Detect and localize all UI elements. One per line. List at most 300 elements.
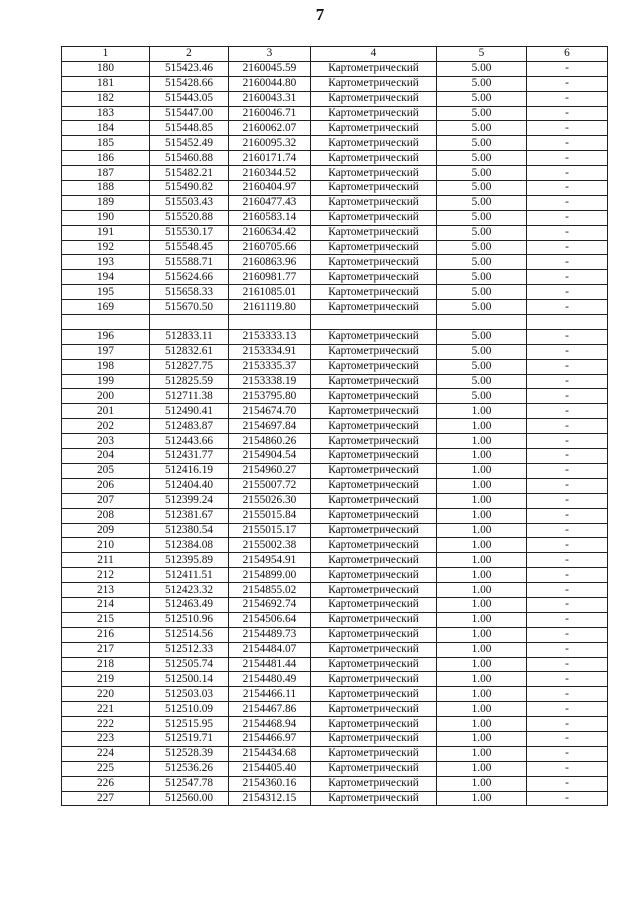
method-cell: Картометрический xyxy=(311,553,437,568)
x-coordinate-cell: 512404.40 xyxy=(150,478,229,493)
accuracy-cell: 5.00 xyxy=(437,270,527,285)
point-number-cell: 188 xyxy=(62,181,150,196)
method-cell: Картометрический xyxy=(311,76,437,91)
empty-cell xyxy=(62,315,150,330)
accuracy-cell: 1.00 xyxy=(437,612,527,627)
method-cell: Картометрический xyxy=(311,136,437,151)
accuracy-cell: 5.00 xyxy=(437,76,527,91)
y-coordinate-cell: 2154904.54 xyxy=(229,449,311,464)
x-coordinate-cell: 512510.96 xyxy=(150,612,229,627)
point-number-cell: 203 xyxy=(62,434,150,449)
y-coordinate-cell: 2160043.31 xyxy=(229,91,311,106)
point-number-cell: 223 xyxy=(62,731,150,746)
note-cell: - xyxy=(527,91,608,106)
x-coordinate-cell: 515443.05 xyxy=(150,91,229,106)
note-cell: - xyxy=(527,389,608,404)
note-cell: - xyxy=(527,210,608,225)
table-row xyxy=(62,687,608,702)
accuracy-cell: 1.00 xyxy=(437,731,527,746)
note-cell: - xyxy=(527,374,608,389)
method-cell: Картометрический xyxy=(311,195,437,210)
y-coordinate-cell: 2154360.16 xyxy=(229,776,311,791)
point-number-cell: 181 xyxy=(62,76,150,91)
point-number-cell: 195 xyxy=(62,285,150,300)
x-coordinate-cell: 512431.77 xyxy=(150,449,229,464)
note-cell: - xyxy=(527,255,608,270)
table-row xyxy=(62,61,608,76)
method-cell: Картометрический xyxy=(311,404,437,419)
table-row xyxy=(62,240,608,255)
x-coordinate-cell: 512827.75 xyxy=(150,359,229,374)
table-row xyxy=(62,523,608,538)
method-cell: Картометрический xyxy=(311,702,437,717)
table-row xyxy=(62,612,608,627)
table-row xyxy=(62,746,608,761)
y-coordinate-cell: 2154855.02 xyxy=(229,583,311,598)
table-row xyxy=(62,106,608,121)
note-cell: - xyxy=(527,568,608,583)
method-cell: Картометрический xyxy=(311,597,437,612)
table-row xyxy=(62,776,608,791)
header-cell-1: 1 xyxy=(62,47,150,62)
method-cell: Картометрический xyxy=(311,121,437,136)
x-coordinate-cell: 512711.38 xyxy=(150,389,229,404)
method-cell: Картометрический xyxy=(311,389,437,404)
note-cell: - xyxy=(527,61,608,76)
accuracy-cell: 1.00 xyxy=(437,687,527,702)
note-cell: - xyxy=(527,508,608,523)
y-coordinate-cell: 2154692.74 xyxy=(229,597,311,612)
accuracy-cell: 1.00 xyxy=(437,404,527,419)
note-cell: - xyxy=(527,329,608,344)
table-row xyxy=(62,583,608,598)
x-coordinate-cell: 515460.88 xyxy=(150,151,229,166)
x-coordinate-cell: 512528.39 xyxy=(150,746,229,761)
method-cell: Картометрический xyxy=(311,374,437,389)
x-coordinate-cell: 512560.00 xyxy=(150,791,229,806)
x-coordinate-cell: 512380.54 xyxy=(150,523,229,538)
point-number-cell: 190 xyxy=(62,210,150,225)
method-cell: Картометрический xyxy=(311,478,437,493)
table-row xyxy=(62,761,608,776)
y-coordinate-cell: 2154674.70 xyxy=(229,404,311,419)
point-number-cell: 221 xyxy=(62,702,150,717)
x-coordinate-cell: 515428.66 xyxy=(150,76,229,91)
method-cell: Картометрический xyxy=(311,106,437,121)
x-coordinate-cell: 512515.95 xyxy=(150,717,229,732)
accuracy-cell: 1.00 xyxy=(437,746,527,761)
accuracy-cell: 5.00 xyxy=(437,121,527,136)
y-coordinate-cell: 2160863.96 xyxy=(229,255,311,270)
point-number-cell: 201 xyxy=(62,404,150,419)
y-coordinate-cell: 2160095.32 xyxy=(229,136,311,151)
point-number-cell: 198 xyxy=(62,359,150,374)
table-row xyxy=(62,181,608,196)
y-coordinate-cell: 2154466.11 xyxy=(229,687,311,702)
x-coordinate-cell: 512463.49 xyxy=(150,597,229,612)
y-coordinate-cell: 2155015.17 xyxy=(229,523,311,538)
x-coordinate-cell: 515520.88 xyxy=(150,210,229,225)
x-coordinate-cell: 515670.50 xyxy=(150,300,229,315)
y-coordinate-cell: 2153333.13 xyxy=(229,329,311,344)
page-number: 7 xyxy=(315,5,325,24)
table-row xyxy=(62,627,608,642)
note-cell: - xyxy=(527,791,608,806)
accuracy-cell: 1.00 xyxy=(437,463,527,478)
table-row xyxy=(62,478,608,493)
accuracy-cell: 5.00 xyxy=(437,240,527,255)
table-row xyxy=(62,791,608,806)
table-row xyxy=(62,210,608,225)
accuracy-cell: 1.00 xyxy=(437,657,527,672)
header-cell-2: 2 xyxy=(150,47,229,62)
y-coordinate-cell: 2155007.72 xyxy=(229,478,311,493)
x-coordinate-cell: 515490.82 xyxy=(150,181,229,196)
accuracy-cell: 5.00 xyxy=(437,91,527,106)
accuracy-cell: 5.00 xyxy=(437,359,527,374)
note-cell: - xyxy=(527,285,608,300)
y-coordinate-cell: 2154960.27 xyxy=(229,463,311,478)
point-number-cell: 206 xyxy=(62,478,150,493)
method-cell: Картометрический xyxy=(311,687,437,702)
note-cell: - xyxy=(527,225,608,240)
accuracy-cell: 1.00 xyxy=(437,568,527,583)
table-row xyxy=(62,434,608,449)
point-number-cell: 204 xyxy=(62,449,150,464)
method-cell: Картометрический xyxy=(311,240,437,255)
x-coordinate-cell: 512490.41 xyxy=(150,404,229,419)
note-cell: - xyxy=(527,344,608,359)
table-row xyxy=(62,151,608,166)
accuracy-cell: 5.00 xyxy=(437,329,527,344)
method-cell: Картометрический xyxy=(311,717,437,732)
point-number-cell: 189 xyxy=(62,195,150,210)
method-cell: Картометрический xyxy=(311,508,437,523)
method-cell: Картометрический xyxy=(311,344,437,359)
method-cell: Картометрический xyxy=(311,359,437,374)
note-cell: - xyxy=(527,166,608,181)
point-number-cell: 205 xyxy=(62,463,150,478)
note-cell: - xyxy=(527,151,608,166)
table-row xyxy=(62,657,608,672)
accuracy-cell: 1.00 xyxy=(437,791,527,806)
accuracy-cell: 1.00 xyxy=(437,583,527,598)
point-number-cell: 185 xyxy=(62,136,150,151)
method-cell: Картометрический xyxy=(311,300,437,315)
accuracy-cell: 5.00 xyxy=(437,344,527,359)
y-coordinate-cell: 2155002.38 xyxy=(229,538,311,553)
x-coordinate-cell: 515530.17 xyxy=(150,225,229,240)
method-cell: Картометрический xyxy=(311,225,437,240)
point-number-cell: 202 xyxy=(62,419,150,434)
method-cell: Картометрический xyxy=(311,746,437,761)
note-cell: - xyxy=(527,761,608,776)
method-cell: Картометрический xyxy=(311,493,437,508)
note-cell: - xyxy=(527,449,608,464)
method-cell: Картометрический xyxy=(311,61,437,76)
method-cell: Картометрический xyxy=(311,463,437,478)
table-row xyxy=(62,359,608,374)
point-number-cell: 227 xyxy=(62,791,150,806)
note-cell: - xyxy=(527,300,608,315)
method-cell: Картометрический xyxy=(311,761,437,776)
method-cell: Картометрический xyxy=(311,91,437,106)
note-cell: - xyxy=(527,717,608,732)
x-coordinate-cell: 512547.78 xyxy=(150,776,229,791)
table-row xyxy=(62,553,608,568)
note-cell: - xyxy=(527,493,608,508)
accuracy-cell: 5.00 xyxy=(437,285,527,300)
table-row xyxy=(62,419,608,434)
note-cell: - xyxy=(527,404,608,419)
accuracy-cell: 1.00 xyxy=(437,776,527,791)
accuracy-cell: 5.00 xyxy=(437,151,527,166)
y-coordinate-cell: 2154860.26 xyxy=(229,434,311,449)
table-row xyxy=(62,449,608,464)
note-cell: - xyxy=(527,419,608,434)
y-coordinate-cell: 2155026.30 xyxy=(229,493,311,508)
note-cell: - xyxy=(527,627,608,642)
table-row xyxy=(62,300,608,315)
note-cell: - xyxy=(527,270,608,285)
method-cell: Картометрический xyxy=(311,449,437,464)
y-coordinate-cell: 2160404.97 xyxy=(229,181,311,196)
x-coordinate-cell: 512505.74 xyxy=(150,657,229,672)
header-cell-4: 4 xyxy=(311,47,437,62)
x-coordinate-cell: 515447.00 xyxy=(150,106,229,121)
note-cell: - xyxy=(527,702,608,717)
note-cell: - xyxy=(527,240,608,255)
y-coordinate-cell: 2154480.49 xyxy=(229,672,311,687)
accuracy-cell: 1.00 xyxy=(437,717,527,732)
note-cell: - xyxy=(527,478,608,493)
table-row xyxy=(62,195,608,210)
point-number-cell: 220 xyxy=(62,687,150,702)
y-coordinate-cell: 2160045.59 xyxy=(229,61,311,76)
x-coordinate-cell: 512443.66 xyxy=(150,434,229,449)
x-coordinate-cell: 512512.33 xyxy=(150,642,229,657)
y-coordinate-cell: 2154506.64 xyxy=(229,612,311,627)
method-cell: Картометрический xyxy=(311,523,437,538)
y-coordinate-cell: 2154405.40 xyxy=(229,761,311,776)
table-row xyxy=(62,642,608,657)
table-row xyxy=(62,463,608,478)
x-coordinate-cell: 515482.21 xyxy=(150,166,229,181)
y-coordinate-cell: 2154466.97 xyxy=(229,731,311,746)
point-number-cell: 197 xyxy=(62,344,150,359)
x-coordinate-cell: 512411.51 xyxy=(150,568,229,583)
method-cell: Картометрический xyxy=(311,151,437,166)
accuracy-cell: 5.00 xyxy=(437,166,527,181)
note-cell: - xyxy=(527,434,608,449)
header-cell-3: 3 xyxy=(229,47,311,62)
point-number-cell: 200 xyxy=(62,389,150,404)
y-coordinate-cell: 2161085.01 xyxy=(229,285,311,300)
accuracy-cell: 1.00 xyxy=(437,672,527,687)
table-row xyxy=(62,225,608,240)
note-cell: - xyxy=(527,523,608,538)
x-coordinate-cell: 512833.11 xyxy=(150,329,229,344)
note-cell: - xyxy=(527,731,608,746)
method-cell: Картометрический xyxy=(311,181,437,196)
x-coordinate-cell: 512381.67 xyxy=(150,508,229,523)
empty-cell xyxy=(527,315,608,330)
point-number-cell: 212 xyxy=(62,568,150,583)
accuracy-cell: 5.00 xyxy=(437,255,527,270)
point-number-cell: 218 xyxy=(62,657,150,672)
point-number-cell: 191 xyxy=(62,225,150,240)
method-cell: Картометрический xyxy=(311,612,437,627)
accuracy-cell: 5.00 xyxy=(437,210,527,225)
table-row xyxy=(62,91,608,106)
x-coordinate-cell: 512514.56 xyxy=(150,627,229,642)
point-number-cell: 222 xyxy=(62,717,150,732)
note-cell: - xyxy=(527,553,608,568)
accuracy-cell: 1.00 xyxy=(437,449,527,464)
y-coordinate-cell: 2160981.77 xyxy=(229,270,311,285)
point-number-cell: 187 xyxy=(62,166,150,181)
y-coordinate-cell: 2160044.80 xyxy=(229,76,311,91)
note-cell: - xyxy=(527,76,608,91)
y-coordinate-cell: 2160344.52 xyxy=(229,166,311,181)
accuracy-cell: 1.00 xyxy=(437,508,527,523)
accuracy-cell: 5.00 xyxy=(437,374,527,389)
accuracy-cell: 5.00 xyxy=(437,389,527,404)
point-number-cell: 219 xyxy=(62,672,150,687)
method-cell: Картометрический xyxy=(311,627,437,642)
note-cell: - xyxy=(527,672,608,687)
x-coordinate-cell: 515503.43 xyxy=(150,195,229,210)
accuracy-cell: 1.00 xyxy=(437,478,527,493)
table-row xyxy=(62,270,608,285)
y-coordinate-cell: 2161119.80 xyxy=(229,300,311,315)
coordinates-table-body xyxy=(62,47,608,806)
x-coordinate-cell: 512384.08 xyxy=(150,538,229,553)
point-number-cell: 213 xyxy=(62,583,150,598)
note-cell: - xyxy=(527,776,608,791)
table-row xyxy=(62,255,608,270)
table-row xyxy=(62,374,608,389)
y-coordinate-cell: 2160062.07 xyxy=(229,121,311,136)
accuracy-cell: 1.00 xyxy=(437,434,527,449)
method-cell: Картометрический xyxy=(311,731,437,746)
y-coordinate-cell: 2153335.37 xyxy=(229,359,311,374)
empty-cell xyxy=(150,315,229,330)
x-coordinate-cell: 515448.85 xyxy=(150,121,229,136)
method-cell: Картометрический xyxy=(311,776,437,791)
accuracy-cell: 1.00 xyxy=(437,627,527,642)
method-cell: Картометрический xyxy=(311,657,437,672)
y-coordinate-cell: 2153338.19 xyxy=(229,374,311,389)
coordinates-table xyxy=(61,46,608,806)
method-cell: Картометрический xyxy=(311,419,437,434)
y-coordinate-cell: 2160477.43 xyxy=(229,195,311,210)
method-cell: Картометрический xyxy=(311,791,437,806)
method-cell: Картометрический xyxy=(311,255,437,270)
x-coordinate-cell: 512423.32 xyxy=(150,583,229,598)
y-coordinate-cell: 2160171.74 xyxy=(229,151,311,166)
note-cell: - xyxy=(527,136,608,151)
y-coordinate-cell: 2153795.80 xyxy=(229,389,311,404)
x-coordinate-cell: 512483.87 xyxy=(150,419,229,434)
y-coordinate-cell: 2154697.84 xyxy=(229,419,311,434)
x-coordinate-cell: 515423.46 xyxy=(150,61,229,76)
x-coordinate-cell: 515658.33 xyxy=(150,285,229,300)
x-coordinate-cell: 512395.89 xyxy=(150,553,229,568)
accuracy-cell: 1.00 xyxy=(437,597,527,612)
accuracy-cell: 5.00 xyxy=(437,61,527,76)
note-cell: - xyxy=(527,746,608,761)
y-coordinate-cell: 2154899.00 xyxy=(229,568,311,583)
note-cell: - xyxy=(527,106,608,121)
table-row xyxy=(62,717,608,732)
note-cell: - xyxy=(527,538,608,553)
table-row xyxy=(62,166,608,181)
point-number-cell: 207 xyxy=(62,493,150,508)
accuracy-cell: 5.00 xyxy=(437,225,527,240)
method-cell: Картометрический xyxy=(311,583,437,598)
y-coordinate-cell: 2153334.91 xyxy=(229,344,311,359)
accuracy-cell: 5.00 xyxy=(437,136,527,151)
y-coordinate-cell: 2155015.84 xyxy=(229,508,311,523)
accuracy-cell: 1.00 xyxy=(437,642,527,657)
x-coordinate-cell: 512825.59 xyxy=(150,374,229,389)
x-coordinate-cell: 512832.61 xyxy=(150,344,229,359)
note-cell: - xyxy=(527,359,608,374)
table-row xyxy=(62,538,608,553)
y-coordinate-cell: 2154434.68 xyxy=(229,746,311,761)
accuracy-cell: 1.00 xyxy=(437,493,527,508)
note-cell: - xyxy=(527,583,608,598)
x-coordinate-cell: 515452.49 xyxy=(150,136,229,151)
note-cell: - xyxy=(527,687,608,702)
x-coordinate-cell: 512519.71 xyxy=(150,731,229,746)
y-coordinate-cell: 2160705.66 xyxy=(229,240,311,255)
table-row xyxy=(62,404,608,419)
method-cell: Картометрический xyxy=(311,434,437,449)
accuracy-cell: 1.00 xyxy=(437,761,527,776)
point-number-cell: 225 xyxy=(62,761,150,776)
y-coordinate-cell: 2160583.14 xyxy=(229,210,311,225)
point-number-cell: 226 xyxy=(62,776,150,791)
x-coordinate-cell: 512536.26 xyxy=(150,761,229,776)
table-row xyxy=(62,493,608,508)
method-cell: Картометрический xyxy=(311,270,437,285)
table-row xyxy=(62,136,608,151)
y-coordinate-cell: 2154312.15 xyxy=(229,791,311,806)
point-number-cell: 210 xyxy=(62,538,150,553)
y-coordinate-cell: 2160634.42 xyxy=(229,225,311,240)
header-cell-5: 5 xyxy=(437,47,527,62)
header-cell-6: 6 xyxy=(527,47,608,62)
table-row xyxy=(62,568,608,583)
y-coordinate-cell: 2160046.71 xyxy=(229,106,311,121)
x-coordinate-cell: 512500.14 xyxy=(150,672,229,687)
point-number-cell: 215 xyxy=(62,612,150,627)
note-cell: - xyxy=(527,597,608,612)
point-number-cell: 199 xyxy=(62,374,150,389)
accuracy-cell: 1.00 xyxy=(437,538,527,553)
table-row xyxy=(62,597,608,612)
y-coordinate-cell: 2154468.94 xyxy=(229,717,311,732)
method-cell: Картометрический xyxy=(311,642,437,657)
accuracy-cell: 1.00 xyxy=(437,523,527,538)
table-row xyxy=(62,508,608,523)
accuracy-cell: 5.00 xyxy=(437,195,527,210)
method-cell: Картометрический xyxy=(311,538,437,553)
x-coordinate-cell: 512399.24 xyxy=(150,493,229,508)
method-cell: Картометрический xyxy=(311,672,437,687)
